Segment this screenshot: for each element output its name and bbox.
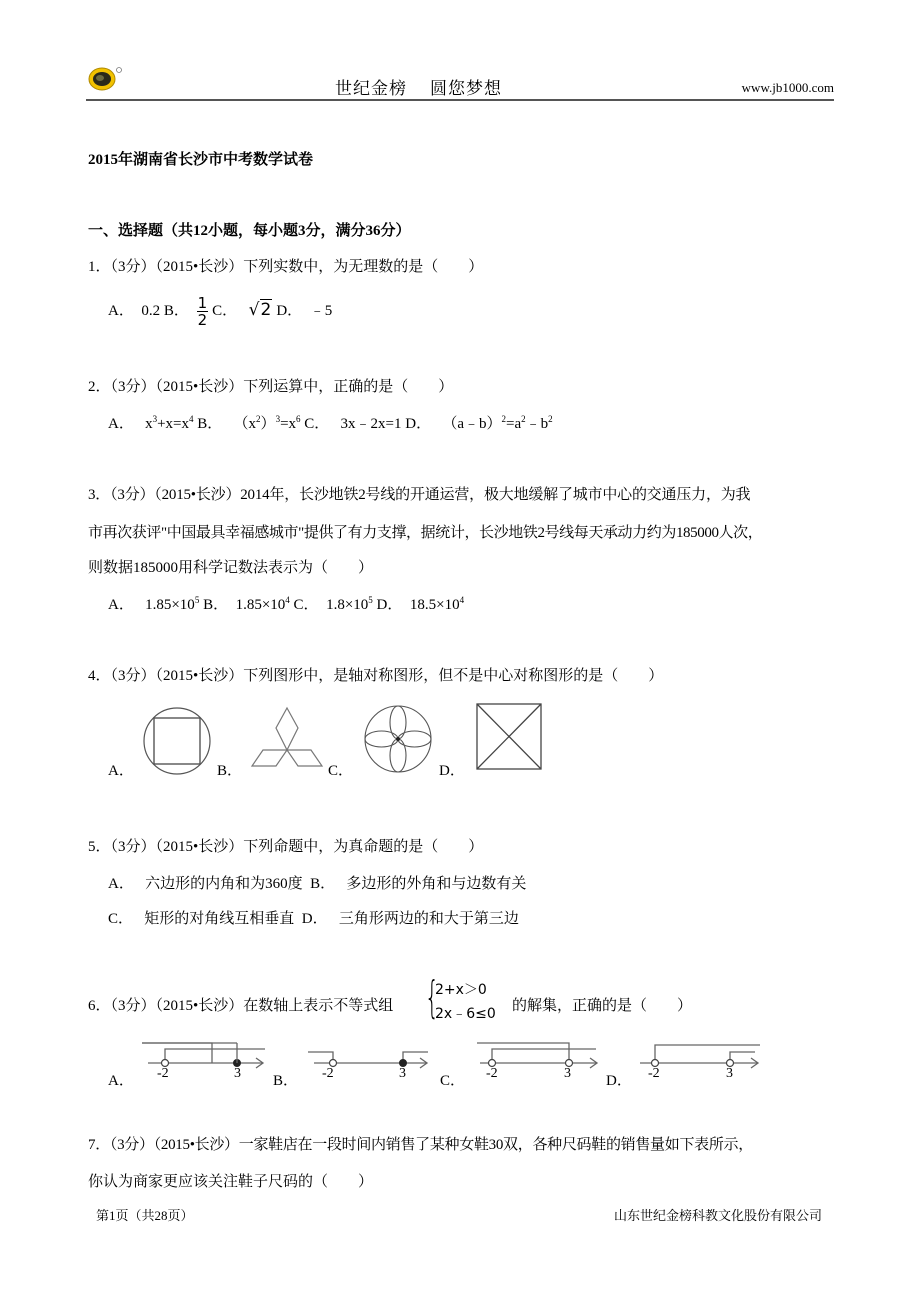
number-line-a	[140, 1040, 270, 1090]
option-b-label: B．	[203, 597, 229, 613]
brace-icon: {	[425, 972, 439, 1023]
option-a-label: A．	[108, 763, 134, 779]
option-b-fraction: $\frac{1}{2}$	[197, 294, 208, 329]
option-c-label: C．	[328, 763, 354, 779]
footer-company: 山东世纪金榜科教文化股份有限公司	[613, 1208, 822, 1223]
option-c-label: C．	[293, 597, 319, 613]
option-d-value: 三角形两边的和大于第三边	[338, 911, 519, 927]
number-line-b	[308, 1040, 433, 1090]
question-1-stem: 1．（3分）（2015•长沙）下列实数中，为无理数的是（ ）	[88, 259, 484, 275]
question-2-stem: 2．（3分）（2015•长沙）下列运算中，正确的是（ ）	[88, 379, 454, 395]
question-5-options-row-1	[108, 872, 526, 893]
option-d-label: D．	[606, 1073, 632, 1089]
question-4-stem: 4．（3分）（2015•长沙）下列图形中，是轴对称图形，但不是中心对称图形的是（ ）	[88, 668, 664, 684]
header-slogan: 圆您梦想	[430, 79, 502, 99]
option-c-value: 3x﹣2x=1	[340, 416, 402, 432]
option-a-value: 六边形的内角和为360度	[145, 876, 303, 892]
option-b-label: B．	[273, 1073, 299, 1089]
option-c-label: C．	[108, 911, 134, 927]
question-5-stem: 5．（3分）（2015•长沙）下列命题中，为真命题的是（ ）	[88, 839, 484, 855]
option-a-label: A．	[108, 416, 134, 432]
option-c-label: C．	[304, 416, 330, 432]
figure-circle-with-square	[142, 706, 212, 776]
option-d-value: ﹣5	[309, 302, 333, 319]
question-3-stem-line-1: 3．（3分）（2015•长沙）2014年，长沙地铁2号线的开通运营，极大地缓解了城市中心的交通压力，为我	[88, 487, 751, 503]
option-a-label: A．	[108, 597, 134, 613]
option-b-value: 多边形的外角和与边数有关	[346, 876, 527, 892]
header-url[interactable]: www.jb1000.com	[741, 80, 834, 95]
option-c-label: C．	[212, 302, 238, 319]
figure-square-with-diagonals	[476, 703, 542, 770]
header-brand: 世纪金榜	[335, 79, 407, 99]
question-2-options: A． $x^3+x=x^4$ B． $(x^2)^3=x^6$ C． 3x﹣2x=1 D． $(a﹣b)^2=a^2﹣b^2$	[108, 414, 553, 432]
header-divider	[86, 99, 834, 101]
option-d-label: D．	[376, 597, 403, 613]
question-6-stem-post: 的解集，正确的是（ ）	[512, 998, 693, 1014]
option-d-label: D．	[276, 302, 303, 319]
option-c-value: 矩形的对角线互相垂直	[144, 911, 295, 927]
inequality-2: 2x﹣6≤0	[435, 1006, 496, 1022]
document-title: 2015年湖南省长沙市中考数学试卷	[88, 152, 314, 168]
question-3-options: A． $1.85\times 10^5$ B． $1.85\times 10^4$ C． $1.8\times 10^5$ D． $18.5\times 10^4$	[108, 595, 465, 613]
option-d-label: D．	[405, 416, 432, 432]
option-b-label: B．	[163, 302, 189, 319]
option-c-label: C．	[440, 1073, 466, 1089]
question-3-stem-line-2: 市再次获评"中国最具幸福感城市"提供了有力支撑，据统计，长沙地铁2号线每天承动力约为185000人次，	[88, 525, 763, 541]
question-6-stem-pre: 6．（3分）（2015•长沙）在数轴上表示不等式组	[88, 998, 394, 1014]
section-title: 一、选择题（共12小题，每小题3分，满分36分）	[88, 223, 411, 239]
option-c-sqrt: √2	[248, 299, 272, 320]
option-b-label: B．	[217, 763, 243, 779]
option-a-label: A．	[108, 1073, 134, 1089]
page-number: 第1页（共28页）	[96, 1208, 194, 1223]
tick-label-3: 3	[726, 1066, 733, 1081]
option-d-label: D．	[301, 911, 328, 927]
option-d-label: D．	[439, 763, 465, 779]
tick-label-3: 3	[234, 1066, 241, 1081]
question-7-stem-line-1: 7．（3分）（2015•长沙）一家鞋店在一段时间内销售了某种女鞋30双，各种尺码鞋的销售量如下表所示，	[88, 1137, 753, 1153]
tick-label-3: 3	[399, 1066, 406, 1081]
jb-logo-icon	[88, 66, 128, 92]
option-a-value: 0.2	[141, 302, 161, 319]
question-5-options-row-2	[108, 907, 519, 928]
tick-label-minus-2: -2	[322, 1066, 334, 1081]
question-7-stem-line-2: 你认为商家更应该关注鞋子尺码的（ ）	[88, 1174, 374, 1190]
tick-label-minus-2: -2	[486, 1066, 498, 1081]
option-a-label: A．	[108, 302, 134, 319]
tick-label-minus-2: -2	[648, 1066, 660, 1081]
question-1-options	[108, 295, 332, 328]
figure-circle-four-petals	[363, 704, 433, 774]
tick-label-3: 3	[564, 1066, 571, 1081]
option-b-label: B．	[310, 876, 336, 892]
figure-three-rhombuses	[252, 708, 322, 774]
number-line-c	[475, 1040, 605, 1090]
option-a-label: A．	[108, 876, 134, 892]
inequality-1: 2+x＞0	[435, 982, 487, 998]
inequality-system	[425, 972, 515, 1027]
tick-label-minus-2: -2	[157, 1066, 169, 1081]
option-b-label: B．	[197, 416, 223, 432]
number-line-d	[640, 1040, 765, 1090]
question-3-stem-line-3: 则数据185000用科学记数法表示为（ ）	[88, 560, 374, 576]
